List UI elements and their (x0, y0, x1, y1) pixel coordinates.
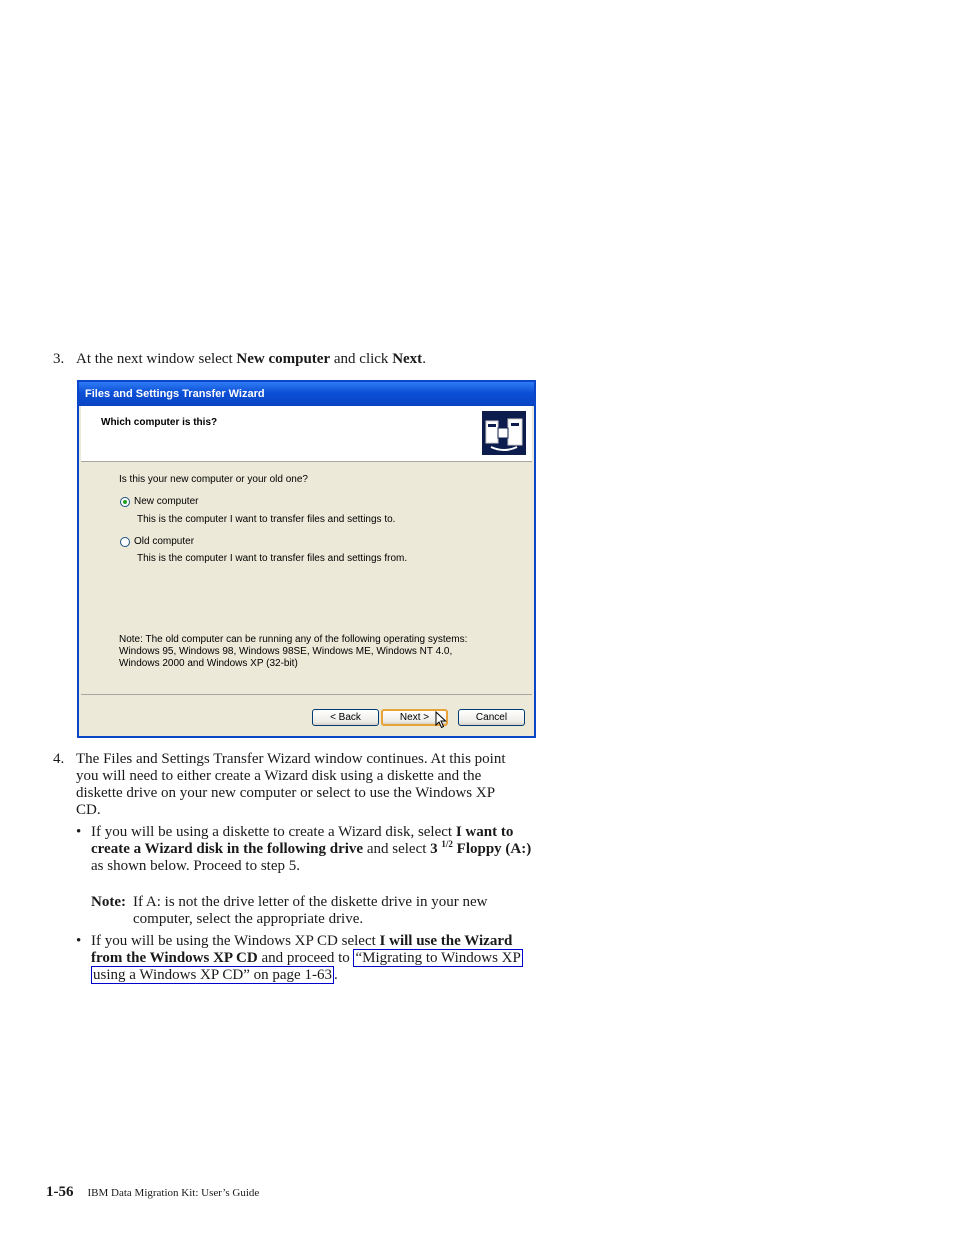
step-text: and click (330, 351, 393, 367)
step-text-line: CD. (76, 802, 101, 818)
wizard-header (81, 406, 532, 462)
step-bold: Next (392, 351, 423, 367)
bullet-bold: Floppy (A:) (452, 841, 532, 857)
bullet-xp-cd (76, 933, 556, 983)
wizard-note-line: Windows 2000 and Windows XP (32-bit) (119, 658, 298, 669)
step-3 (53, 351, 553, 368)
bullet-marker: • (76, 824, 82, 840)
bullet-diskette (76, 824, 556, 874)
cross-reference-link[interactable]: “Migrating to Windows XP (355, 950, 521, 966)
step-number: 3. (53, 351, 65, 367)
bullet-bold: 3 (430, 841, 438, 857)
bullet-text: and select (363, 841, 431, 857)
note-line: computer, select the appropriate drive. (133, 911, 364, 927)
step-number: 4. (53, 751, 65, 767)
back-button[interactable]: < Back (312, 709, 379, 726)
step-text-line: The Files and Settings Transfer Wizard window continues. At this point (76, 751, 506, 767)
bullet-text: and proceed to (257, 950, 354, 966)
wizard-titlebar[interactable] (79, 382, 534, 406)
bullet-text: If you will be using a diskette to create a Wizard disk, select (91, 824, 456, 840)
bullet-bold: from the Windows XP CD (91, 950, 258, 966)
bullet-text: If you will be using the Windows XP CD select (91, 933, 380, 949)
step-text-line: diskette drive on your new computer or select to use the Windows XP (76, 785, 496, 801)
wizard-title: Files and Settings Transfer Wizard (85, 388, 265, 400)
cancel-button[interactable]: Cancel (458, 709, 525, 726)
new-computer-description: This is the computer I want to transfer files and settings to. (137, 514, 396, 525)
wizard-note-line: Note: The old computer can be running any of the following operating systems: (119, 634, 468, 645)
step-bold: New computer (236, 351, 331, 367)
old-computer-radio[interactable] (120, 537, 130, 547)
bullet-bold: I will use the Wizard (379, 933, 513, 949)
bullet-text: as shown below. Proceed to step 5. (91, 858, 300, 874)
step-4 (53, 751, 553, 818)
wizard-question: Is this your new computer or your old one? (119, 474, 308, 485)
cross-reference-link[interactable]: using a Windows XP CD” on page 1-63 (93, 967, 332, 983)
step-text: At the next window select (76, 351, 237, 367)
step-text-line: you will need to either create a Wizard disk using a diskette and the (76, 768, 482, 784)
old-computer-label[interactable]: Old computer (134, 536, 195, 547)
mouse-pointer-icon (435, 711, 447, 729)
note (91, 894, 541, 927)
note-line: If A: is not the drive letter of the diskette drive in your new (133, 894, 488, 910)
wizard-note-line: Windows 95, Windows 98, Windows 98SE, Windows ME, Windows NT 4.0, (119, 646, 453, 657)
bullet-marker: • (76, 933, 82, 949)
note-label: Note: (91, 894, 126, 910)
wizard-heading: Which computer is this? (101, 417, 218, 428)
bullet-bold: I want to (455, 824, 514, 840)
old-computer-description: This is the computer I want to transfer files and settings from. (137, 553, 408, 564)
new-computer-radio[interactable] (120, 497, 130, 507)
transfer-wizard-icon (482, 411, 526, 455)
bullet-bold: create a Wizard disk in the following drive (91, 841, 364, 857)
page-number: 1-56 (46, 1184, 74, 1200)
wizard-window (77, 380, 536, 738)
footer-title: IBM Data Migration Kit: User’s Guide (87, 1187, 260, 1199)
new-computer-label[interactable]: New computer (134, 496, 199, 507)
bullet-text: . (333, 967, 338, 983)
page-footer (46, 1183, 259, 1201)
next-button[interactable]: Next > (381, 709, 448, 726)
superscript-fraction: 1/2 (441, 839, 453, 849)
step-text: . (422, 351, 426, 367)
wizard-separator (81, 694, 532, 695)
